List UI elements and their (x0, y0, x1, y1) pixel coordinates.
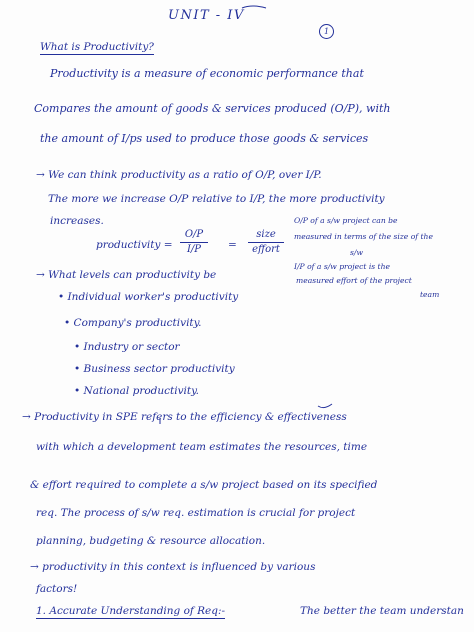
point1: → We can think productivity as a ratio of O/P, over I/P. (36, 169, 322, 181)
heading: What is Productivity? (40, 41, 154, 53)
factor1-text: The better the team understan (300, 605, 464, 617)
formula-equals: = (228, 239, 237, 251)
level-item-1: • Individual worker's productivity (58, 291, 239, 303)
page-number: 1 (319, 24, 334, 39)
title-underline-stroke (242, 6, 266, 8)
formula-note-line2: measured in terms of the size of the (294, 232, 433, 241)
paragraph2-line2: with which a development team estimates the resources, time (36, 441, 368, 453)
level-item-5: • National productivity. (74, 385, 199, 397)
fraction2-denominator: effort (252, 244, 280, 255)
levels-note-line1: I/P of a s/w project is the (294, 262, 390, 271)
levels-note-line3: team (420, 290, 440, 299)
paragraph2-line1: → Productivity in SPE refers to the efficiency & effectiveness (22, 411, 347, 423)
paragraph2-line3: & effort required to complete a s/w project based on its specified (30, 479, 378, 491)
level-item-2: • Company's productivity. (64, 317, 202, 329)
paragraph3-line1: → productivity in this context is influenced by various (30, 561, 316, 573)
fraction1-denominator: I/P (186, 244, 202, 255)
paragraph-tick-stroke (318, 404, 332, 408)
paragraph1-line3: the amount of I/ps used to produce those goods & services (40, 132, 369, 145)
point2-line1: The more we increase O/P relative to I/P, the more productivity (48, 193, 385, 205)
level-item-4: • Business sector productivity (74, 363, 235, 375)
formula-note-line3: s/w (350, 248, 363, 257)
level-item-3: • Industry or sector (74, 341, 180, 353)
levels-question: → What levels can productivity be (36, 269, 217, 281)
formula-note-line1: O/P of a s/w project can be (294, 216, 398, 225)
factor1-label: 1. Accurate Understanding of Req:- (36, 605, 226, 617)
levels-note-line2: measured effort of the project (296, 276, 412, 285)
unit-title: UNIT - IV (168, 8, 245, 23)
fraction2-numerator: size (256, 229, 276, 240)
paragraph3-line2: factors! (36, 583, 78, 595)
paragraph1-line1: Productivity is a measure of economic performance that (50, 67, 364, 80)
paragraph2-line5: planning, budgeting & resource allocation. (36, 535, 266, 547)
fraction1-numerator: O/P (184, 229, 204, 240)
paragraph1-line2: Compares the amount of goods & services produced (O/P), with (34, 102, 391, 115)
formula-lhs: productivity = (96, 239, 173, 251)
point2-line2: increases. (50, 215, 104, 227)
paragraph2-line4: req. The process of s/w req. estimation is crucial for project (36, 507, 356, 519)
